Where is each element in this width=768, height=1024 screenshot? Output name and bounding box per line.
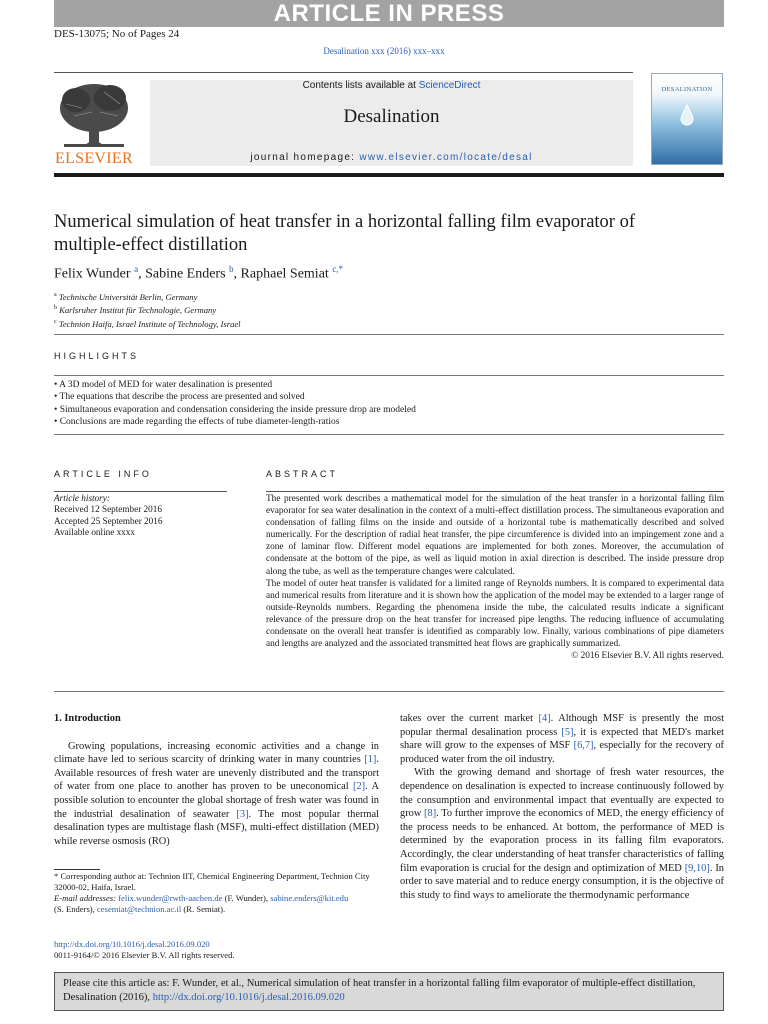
article-info-rule xyxy=(54,491,227,492)
author-affiliation-marker[interactable]: a xyxy=(134,264,139,274)
highlights-list xyxy=(54,379,416,429)
available-online-date: Available online xxxx xyxy=(54,526,135,537)
received-date: Received 12 September 2016 xyxy=(54,504,162,515)
citation-notice-box xyxy=(54,972,724,1011)
citation-link[interactable]: [6,7] xyxy=(573,740,594,752)
body-paragraph xyxy=(54,740,379,849)
highlight-item: • Conclusions are made regarding the effects of tube diameter-length-ratios xyxy=(54,417,340,428)
author-name[interactable]: Sabine Enders xyxy=(145,266,226,282)
email-link[interactable]: sabine.enders@kit.edu xyxy=(270,893,349,903)
citation-link[interactable]: [8] xyxy=(424,808,437,820)
article-history xyxy=(54,493,162,538)
abstract-rule xyxy=(266,491,724,492)
body-right-column xyxy=(400,712,724,902)
article-title xyxy=(54,211,724,257)
body-text: . To further improve the economics of MED, the energy efficiency of the process needs to be enhanced. At bottom, the performance of MED is determined by the evaporation process in its falling film evaporators. Accordingly, the clear understanding of heat transfer characteristics of falling film evaporation is crucial for the design and optimization of MED xyxy=(400,808,725,874)
body-text: . In order to save material and to reduce energy consumption, it is the objective of this study to find ways to ameliorate the thermodynamic performance xyxy=(400,862,724,901)
email-label: E-mail addresses: xyxy=(54,893,119,903)
body-paragraph xyxy=(400,766,724,902)
affiliation-list xyxy=(54,290,241,330)
author-affiliation-marker[interactable]: c,* xyxy=(332,264,344,274)
author-affiliation-marker[interactable]: b xyxy=(229,264,234,274)
affiliation-text: Technion Haifa, Israel Institute of Technology, Israel xyxy=(58,318,241,329)
doi-block xyxy=(54,939,235,961)
article-info-heading: ARTICLE INFO xyxy=(54,469,152,479)
affiliation-marker: c xyxy=(54,318,57,325)
abstract-paragraph: The model of outer heat transfer is validated for a limited range of Reynolds numbers. It is compared to experimental data and numerical results from literature and it is shown how the application of the model may be extended to a larger range of outside-Reynolds numbers. Regarding the phenomena inside the tube, the calculated results indicate a significant relevance of the pressure drop on the heat transfer for increased pipe lengths. The reducing influence of accumulating condensate on the overall heat transfer is identified as comparably low. Finally, various combinations of pipe diameters and lengths are analyzed and the associated transmitted heat flows are graphically summarized. xyxy=(266,578,724,650)
highlight-item: • Simultaneous evaporation and condensation considering the inside pressure drop are modeled xyxy=(54,404,416,415)
email-link[interactable]: felix.wunder@rwth-aachen.de xyxy=(118,893,223,903)
corresponding-author-note: * Corresponding author at: Technion IIT, Chemical Engineering Department, Technion City 32000-02, Haifa, Israel. xyxy=(54,871,370,892)
affiliation-marker: b xyxy=(54,305,57,312)
abstract-body xyxy=(266,493,724,662)
email-owner: (F. Wunder), xyxy=(222,893,271,903)
abstract-paragraph: The presented work describes a mathematical model for the simulation of the heat transfer in a horizontal falling film evaporator for sea water desalination in the context of a multi-effect distillation process. The simultaneous evaporation and condensation of falling films on the inside and outside of a horizontal tube is mathematically described and solved numerically. For the description of radial heat transfer, the pipe circumference is divided into an impingement zone and a zone of laminar flow. Different model equations are implemented for both zones. Moreover, the accumulation of condensate at the bottom of the pipe, as well as liquid motion in axial direction is described. The inside pressure drop along the tube, as well as the temperature changes were calculated. xyxy=(266,494,724,577)
highlight-item: • The equations that describe the process are presented and solved xyxy=(54,392,305,403)
section-divider xyxy=(54,375,724,376)
highlights-heading: HIGHLIGHTS xyxy=(54,351,140,361)
journal-homepage-line xyxy=(150,152,633,163)
citation-link[interactable]: [2] xyxy=(353,781,366,793)
body-text: . The most popular thermal desalination types are multistage flash (MSF), multi-effect distillation (MED) while reverse osmosis (RO) xyxy=(54,808,380,847)
journal-cover-title: DESALINATION xyxy=(661,86,713,93)
affiliation-marker: a xyxy=(54,292,57,298)
journal-name: Desalination xyxy=(343,106,440,127)
body-left-column xyxy=(54,712,379,848)
article-history-label: Article history: xyxy=(54,493,110,503)
affiliation-item xyxy=(54,290,241,303)
journal-homepage-link[interactable]: www.elsevier.com/locate/desal xyxy=(359,152,533,163)
body-text: , especially for the recovery of produced water from the oil industry. xyxy=(400,740,724,765)
section-divider xyxy=(54,691,724,692)
email-owner: (R. Semiat). xyxy=(181,904,226,914)
footnote-rule xyxy=(54,869,100,870)
abstract-copyright: © 2016 Elsevier B.V. All rights reserved. xyxy=(571,651,724,662)
sciencedirect-link[interactable]: ScienceDirect xyxy=(418,80,481,91)
author-separator: , xyxy=(233,266,241,282)
author-separator: , xyxy=(138,266,146,282)
contents-available-line xyxy=(150,80,633,91)
citation-link[interactable]: [1] xyxy=(364,754,377,766)
citation-link[interactable]: [3] xyxy=(236,808,249,820)
citation-link[interactable]: [4] xyxy=(538,713,551,724)
citation-notice-text: Please cite this article as: F. Wunder, et al., Numerical simulation of heat transfer in a horizontal falling film evaporator of multiple-effect distillation, Desalination (2016), xyxy=(63,978,696,1003)
journal-reference-link[interactable]: Desalination xxx (2016) xxx–xxx xyxy=(323,46,445,56)
manuscript-id: DES-13075; No of Pages 24 xyxy=(54,28,180,40)
footnotes xyxy=(54,871,379,915)
author-list xyxy=(54,264,343,283)
section-divider xyxy=(54,334,724,335)
body-text: . A possible solution to encounter the global shortage of fresh water was found in the industrial desalination of seawater xyxy=(54,781,379,820)
doi-link[interactable]: http://dx.doi.org/10.1016/j.desal.2016.09.020 xyxy=(54,939,210,949)
citation-link[interactable]: [9,10] xyxy=(684,862,710,874)
citation-link[interactable]: [5] xyxy=(561,726,574,738)
abstract-heading: ABSTRACT xyxy=(266,469,339,479)
article-title-line-2: multiple-effect distillation xyxy=(54,235,248,255)
article-in-press-banner: ARTICLE IN PRESS xyxy=(54,0,724,27)
elsevier-wordmark: ELSEVIER xyxy=(55,150,133,167)
affiliation-text: Karlsruher Institut für Technologie, Germany xyxy=(59,305,217,316)
body-paragraph xyxy=(400,712,724,766)
accepted-date: Accepted 25 September 2016 xyxy=(54,515,163,526)
header-bottom-rule xyxy=(54,173,724,177)
section-divider xyxy=(54,434,724,435)
water-drop-icon xyxy=(679,104,695,126)
body-text: . Although MSF is presently the most popular thermal desalination process xyxy=(400,713,724,738)
citation-doi-link[interactable]: http://dx.doi.org/10.1016/j.desal.2016.09.020 xyxy=(152,992,345,1003)
body-text: Growing populations, increasing economic activities and a change in climate have led to serious scarcity of drinking water in many countries xyxy=(54,740,379,766)
body-text: takes over the current market xyxy=(400,713,539,724)
article-title-line-1: Numerical simulation of heat transfer in a horizontal falling film evaporator of xyxy=(54,212,636,232)
email-owner: (S. Enders), xyxy=(54,904,97,914)
highlight-item: • A 3D model of MED for water desalination is presented xyxy=(54,380,273,390)
body-text: , it is expected that MED's market share will grow to the expenses of MSF xyxy=(400,726,724,752)
body-text: With the growing demand and shortage of fresh water resources, the dependence on desalination is expected to increase continuously followed by the consumption and environmental impact that eventually are expected to grow xyxy=(400,767,724,820)
author-name[interactable]: Raphael Semiat xyxy=(240,266,329,282)
affiliation-item xyxy=(54,317,241,330)
body-text: . Available resources of fresh water are unevenly distributed and the transport of water from one place to another has proven to be uneconomical xyxy=(54,754,379,793)
header-top-rule xyxy=(54,72,633,73)
issn-line: 0011-9164/© 2016 Elsevier B.V. All rights reserved. xyxy=(54,950,235,960)
affiliation-item xyxy=(54,303,241,316)
author-name[interactable]: Felix Wunder xyxy=(54,266,131,282)
homepage-prefix: journal homepage: xyxy=(250,152,360,163)
section-heading-introduction: 1. Introduction xyxy=(54,713,121,724)
affiliation-text: Technische Universität Berlin, Germany xyxy=(58,291,198,302)
email-link[interactable]: cesemiat@technion.ac.il xyxy=(96,904,182,914)
email-addresses-note xyxy=(54,893,379,915)
contents-prefix: Contents lists available at xyxy=(302,80,419,91)
